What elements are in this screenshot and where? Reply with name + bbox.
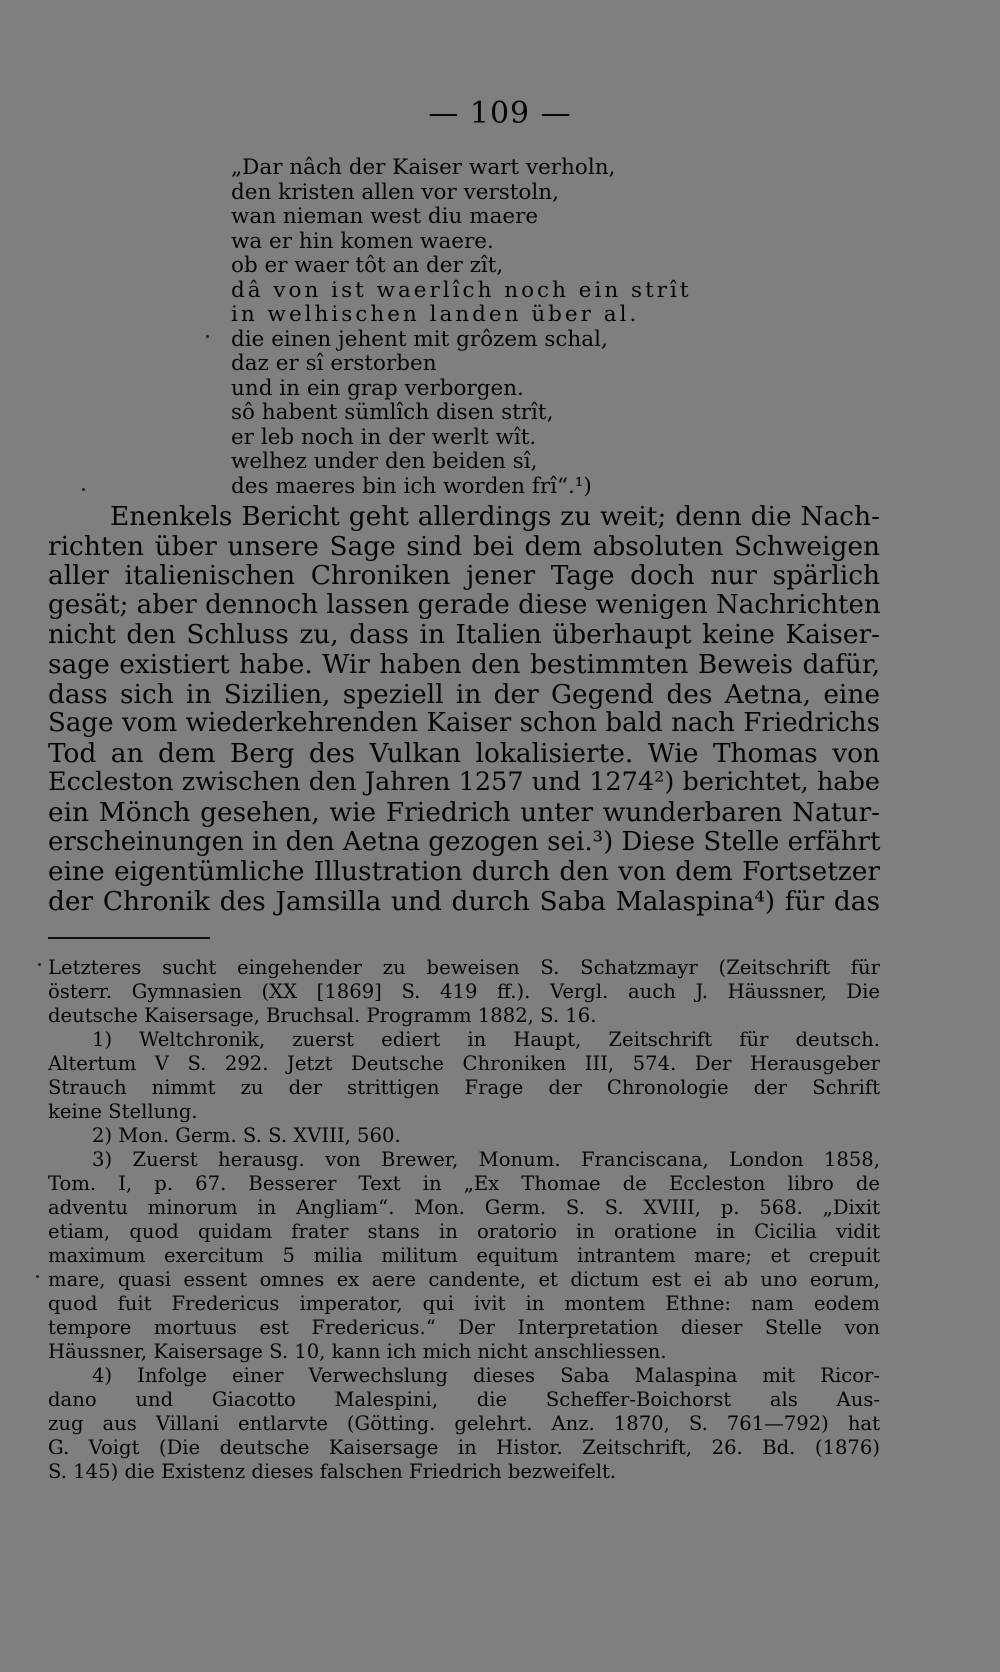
scan-speck <box>36 1275 39 1278</box>
paragraph-line: der Chronik des Jamsilla und durch Saba Malaspina⁴) für das <box>48 885 880 917</box>
verse-line: „Dar nâch der Kaiser wart verholn, <box>231 155 616 180</box>
footnote-line: Tom. I, p. 67. Besserer Text in „Ex Thomae de Eccleston libro de <box>48 1172 880 1195</box>
verse-line: wan nieman west diu maere <box>231 204 539 229</box>
footnote-line: deutsche Kaisersage, Bruchsal. Programm 1882, S. 16. <box>48 1004 597 1027</box>
verse-line: ob er waer tôt an der zît, <box>231 253 504 278</box>
verse-line: dâ von ist waerlîch noch ein strît <box>231 277 692 303</box>
paragraph-line: Sage vom wiederkehrenden Kaiser schon bald nach Friedrichs <box>48 708 880 739</box>
scan-speck <box>38 963 41 966</box>
paragraph-line: Eccleston zwischen den Jahren 1257 und 1274²) berichtet, habe <box>48 767 880 798</box>
footnote-line: etiam, quod quidam frater stans in oratorio in oratione in Cicilia vidit <box>48 1220 880 1243</box>
verse-line: die einen jehent mit grôzem schal, <box>231 326 608 352</box>
paragraph-line: Enenkels Bericht geht allerdings zu weit; denn die Nach- <box>110 501 880 532</box>
verse-line: welhez under den beiden sî, <box>231 449 538 474</box>
footnote-line: 2) Mon. Germ. S. S. XVIII, 560. <box>92 1124 401 1147</box>
footnote-line: quod fuit Fredericus imperator, qui ivit in montem Ethne: nam eodem <box>48 1292 880 1315</box>
footnote-line: maximum exercitum 5 milia militum equitum intrantem mare; et crepuit <box>48 1244 880 1267</box>
scan-speck <box>82 488 85 491</box>
footnote-line: Strauch nimmt zu der strittigen Frage der Chronologie der Schrift <box>48 1076 880 1099</box>
verse-line: des maeres bin ich worden frî“.¹) <box>231 473 592 499</box>
footnote-line: Häussner, Kaisersage S. 10, kann ich mich nicht anschliessen. <box>48 1340 667 1363</box>
verse-line: er leb noch in der werlt wît. <box>231 424 537 450</box>
verse-line: in welhischen landen über al. <box>231 302 640 327</box>
footnote-line: 1) Weltchronik, zuerst ediert in Haupt, Zeitschrift für deutsch. <box>92 1028 880 1051</box>
footnote-line: tempore mortuus est Fredericus.“ Der Interpretation dieser Stelle von <box>48 1316 880 1339</box>
paragraph-line: eine eigentümliche Illustration durch den von dem Fortsetzer <box>48 856 880 888</box>
footnote-line: Altertum V S. 292. Jetzt Deutsche Chroniken III, 574. Der Herausgeber <box>48 1052 880 1075</box>
verse-quotation <box>231 156 931 499</box>
main-paragraph <box>48 502 880 916</box>
footnote-separator <box>48 937 210 939</box>
footnotes <box>48 956 880 1484</box>
paragraph-line: Tod an dem Berg des Vulkan lokalisierte. Wie Thomas von <box>48 737 880 769</box>
footnote-line: österr. Gymnasien (XX [1869] S. 419 ff.). Vergl. auch J. Häussner, Die <box>48 980 880 1003</box>
footnote-line: S. 145) die Existenz dieses falschen Friedrich bezweifelt. <box>48 1460 617 1483</box>
paragraph-line: erscheinungen in den Aetna gezogen sei.³) Diese Stelle erfährt <box>48 826 881 857</box>
paragraph-line: richten über unsere Sage sind bei dem absoluten Schweigen <box>48 530 880 562</box>
verse-line: daz er sî erstorben <box>231 351 437 376</box>
footnote-line: Letzteres sucht eingehender zu beweisen S. Schatzmayr (Zeitschrift für <box>48 956 880 979</box>
paragraph-line: nicht den Schluss zu, dass in Italien überhaupt keine Kaiser- <box>48 619 880 651</box>
footnote-line: adventu minorum in Angliam“. Mon. Germ. S. S. XVIII, p. 568. „Dixit <box>48 1196 880 1219</box>
paragraph-line: gesät; aber dennoch lassen gerade diese wenigen Nachrichten <box>48 589 881 620</box>
footnote-line: G. Voigt (Die deutsche Kaisersage in Histor. Zeitschrift, 26. Bd. (1876) <box>48 1436 880 1459</box>
verse-line: sô habent sümlîch disen strît, <box>231 400 554 425</box>
verse-line: und in ein grap verborgen. <box>231 375 524 401</box>
scan-speck <box>206 335 209 338</box>
verse-line: wa er hin komen waere. <box>231 228 494 254</box>
paragraph-line: ein Mönch gesehen, wie Friedrich unter wunderbaren Natur- <box>48 796 880 828</box>
footnote-line: dano und Giacotto Malespini, die Scheffer-Boichorst als Aus- <box>48 1388 880 1411</box>
paragraph-line: aller italienischen Chroniken jener Tage doch nur spärlich <box>48 560 880 592</box>
footnote-line: 3) Zuerst herausg. von Brewer, Monum. Franciscana, London 1858, <box>92 1148 880 1171</box>
footnote-line: mare, quasi essent omnes ex aere candente, et dictum est ei ab uno eorum, <box>48 1268 880 1291</box>
paragraph-line: sage existiert habe. Wir haben den bestimmten Beweis dafür, <box>48 648 880 680</box>
footnote-line: keine Stellung. <box>48 1100 198 1123</box>
paragraph-line: dass sich in Sizilien, speziell in der Gegend des Aetna, eine <box>48 678 880 710</box>
page-number: — 109 — <box>428 96 572 131</box>
verse-line: den kristen allen vor verstoln, <box>231 179 559 205</box>
footnote-line: 4) Infolge einer Verwechslung dieses Saba Malaspina mit Ricor- <box>92 1364 880 1387</box>
footnote-line: zug aus Villani entlarvte (Götting. gelehrt. Anz. 1870, S. 761—792) hat <box>48 1412 880 1435</box>
